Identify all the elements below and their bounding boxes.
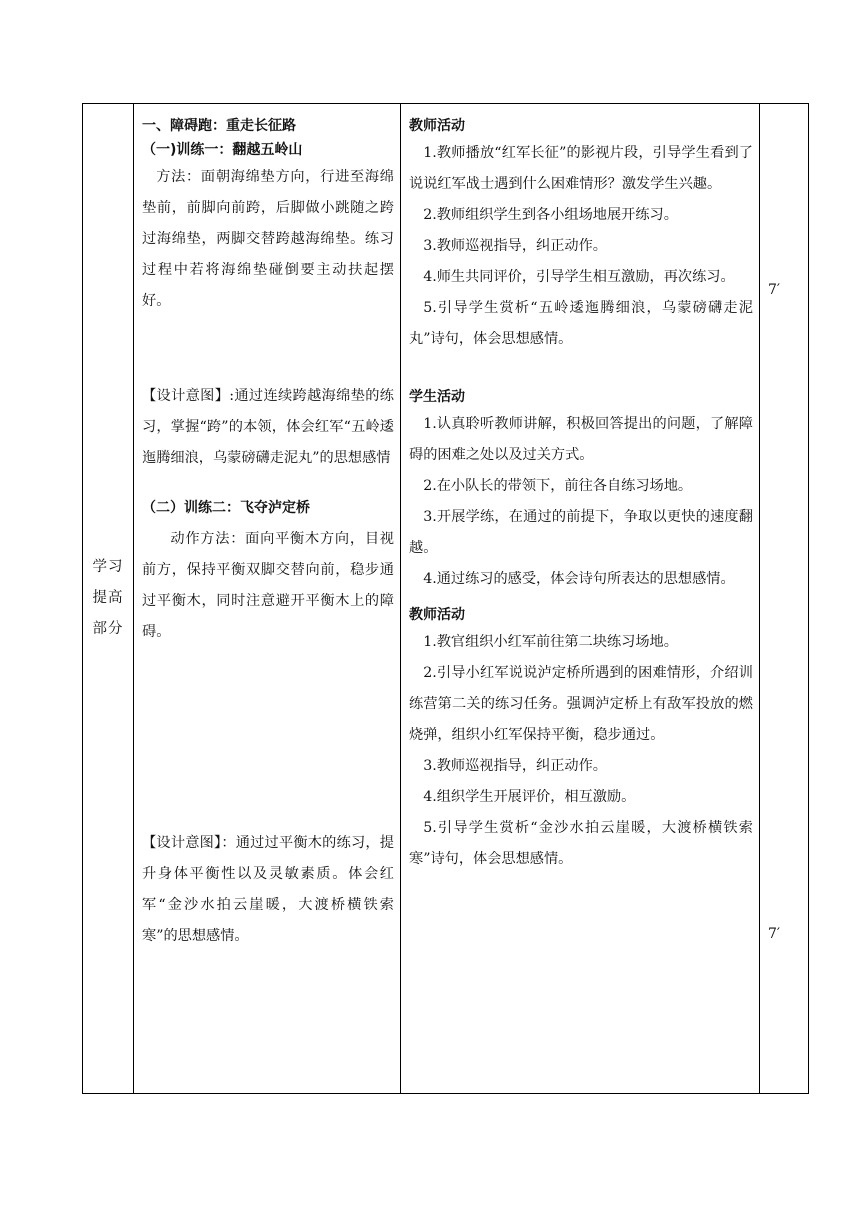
list-item: 2.教师组织学生到各小组场地展开练习。 (423, 207, 678, 223)
list-item: 5.引导学生赏析“五岭逶迤腾细浪，乌蒙磅礴走泥丸”诗句，体会思想感情。 (409, 300, 753, 347)
list-item: 3.教师巡视指导，纠正动作。 (423, 238, 607, 254)
student-activity-title: 学生活动 (409, 389, 465, 405)
time-value-2: 7′ (768, 926, 781, 942)
lesson-table (82, 103, 809, 1094)
training2-title: （二）训练二：飞夺泸定桥 (142, 500, 310, 516)
training1-title: （一)训练一：翻越五岭山 (142, 142, 303, 158)
table-row (83, 104, 809, 1094)
list-item: 3.教师巡视指导，纠正动作。 (423, 758, 607, 774)
activities-cell (401, 104, 760, 1094)
training2-method: 动作方法：面向平衡木方向，目视前方，保持平衡双脚交替向前，稳步通过平衡木，同时注意避开平衡木上的障碍。 (142, 531, 394, 640)
training1-method: 方法：面朝海绵垫方向，行进至海绵垫前，前脚向前跨，后脚做小跳随之跨过海绵垫，两脚交替跨越海绵垫。练习过程中若将海绵垫碰倒要主动扶起摆好。 (142, 169, 394, 309)
time-value-1: 7′ (768, 282, 781, 298)
teacher-activity-title-2: 教师活动 (409, 607, 465, 623)
section-label: 学习提高部分 (92, 559, 124, 637)
training1-design-intent: 【设计意图】:通过连续跨越海绵垫的练习，掌握“跨”的本领，体会红军“五岭逶迤腾细浪，乌蒙磅礴走泥丸”的思想感情 (142, 388, 394, 466)
list-item: 1.认真聆听教师讲解，积极回答提出的问题，了解障碍的困难之处以及过关方式。 (409, 416, 753, 463)
content-cell (134, 104, 401, 1094)
list-item: 3.开展学练，在通过的前提下，争取以更快的速度翻越。 (409, 509, 753, 556)
list-item: 4.师生共同评价，引导学生相互激励，再次练习。 (423, 269, 735, 285)
teacher-activity-title: 教师活动 (409, 118, 465, 134)
list-item: 2.引导小红军说说泸定桥所遇到的困难情形，介绍训练营第二关的练习任务。强调泸定桥上有敌军投放的燃烧弹，组织小红军保持平衡，稳步通过。 (409, 665, 753, 743)
list-item: 1.教师播放“红军长征”的影视片段，引导学生看到了说说红军战士遇到什么困难情形？激发学生兴趣。 (409, 145, 753, 192)
list-item: 2.在小队长的带领下，前往各自练习场地。 (423, 478, 693, 494)
list-item: 1.教官组织小红军前往第二块练习场地。 (423, 634, 678, 650)
list-item: 4.通过练习的感受，体会诗句所表达的思想感情。 (423, 571, 735, 587)
time-cell (760, 104, 809, 1094)
content-heading: 一、障碍跑：重走长征路 (142, 118, 296, 134)
training2-design-intent: 【设计意图】：通过过平衡木的练习，提升身体平衡性以及灵敏素质。体会红军“金沙水拍云崖暖，大渡桥横铁索寒”的思想感情。 (142, 835, 394, 944)
list-item: 4.组织学生开展评价，相互激励。 (423, 789, 636, 805)
section-cell (83, 104, 134, 1094)
list-item: 5.引导学生赏析“金沙水拍云崖暖，大渡桥横铁索寒”诗句，体会思想感情。 (409, 820, 753, 867)
